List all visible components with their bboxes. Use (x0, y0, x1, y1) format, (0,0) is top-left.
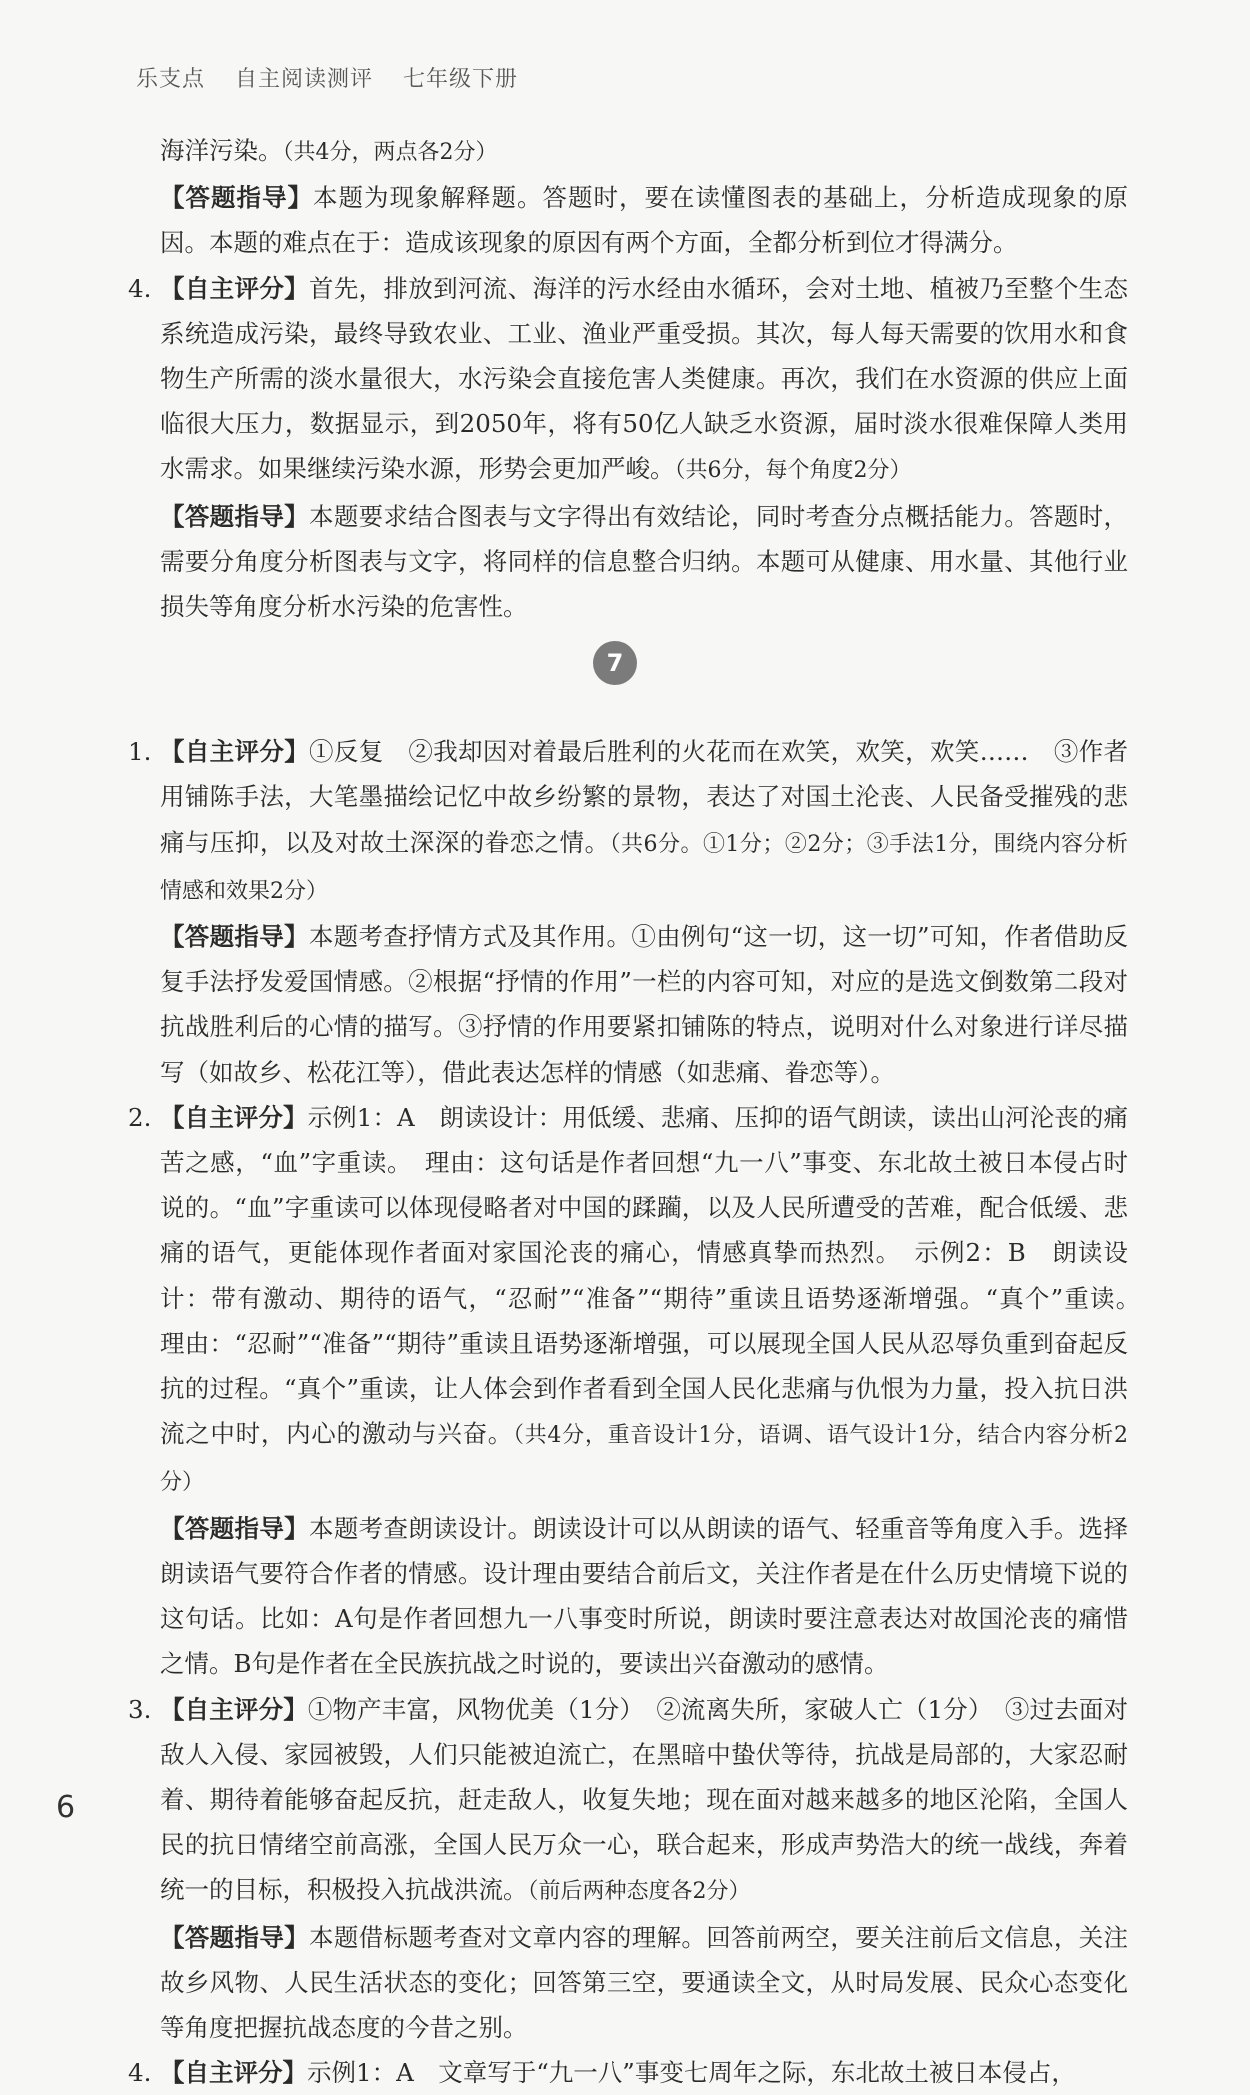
q3-guide (120, 175, 1128, 265)
s7-q1-score: （共6分。①1分；②2分；③手法1分，围绕内容分析情感和效果2分） (160, 831, 1128, 904)
section-number-badge: 7 (593, 641, 637, 685)
s7-q4-tag: 【自主评分】 (160, 2058, 307, 2088)
s7-question-4 (120, 2050, 1128, 2095)
q3-guide-text: 本题为现象解释题。答题时，要在读懂图表的基础上，分析造成现象的原因。本题的难点在于：造成该现象的原因有两个方面，全都分析到位才得满分。 (160, 183, 1128, 258)
page-number: 6 (56, 1790, 76, 1825)
s7-q2-answer: 示例1：A 朗读设计：用低缓、悲痛、压抑的语气朗读，读出山河沦丧的痛苦之感，“血”字重读。 理由：这句话是作者回想“九一八”事变、东北故土被日本侵占时说的。“血”字重读可以体现侵略者对中国的蹂躏，以及人民所遭受的苦难，配合低缓、悲痛的语气，更能体现作者面对家国沦丧的痛心，情感真挚而热烈。 示例2：B 朗读设计：带有激动、期待的语气，“忍耐”“准备”“期待”重读且语势逐渐增强。“真个”重读。 理由：“忍耐”“准备”“期待”重读且语势逐渐增强，可以展现全国人民从忍辱负重到奋起反抗的过程。“真个”重读，让人体会到作者看到全国人民化悲痛与仇恨为力量，投入抗日洪流之中时，内心的激动与兴奋。 (160, 1102, 1153, 1449)
s7-q3-number: 3. (128, 1694, 152, 1724)
s6-q4-guide-text: 本题要求结合图表与文字得出有效结论，同时考查分点概括能力。答题时，需要分角度分析图表与文字，将同样的信息整合归纳。本题可从健康、用水量、其他行业损失等角度分析水污染的危害性。 (160, 501, 1129, 622)
header-series: 自主阅读测评 (235, 67, 374, 92)
s6-q4-guide (120, 494, 1128, 630)
s7-q2-score: （共4分，重音设计1分，语调、语气设计1分，结合内容分析2分） (160, 1423, 1128, 1496)
q3-cont-answer: 海洋污染。 (160, 136, 283, 165)
answer-content (120, 128, 1153, 2095)
s7-q3-guide-text: 本题借标题考查对文章内容的理解。回答前两空，要关注前后文信息，关注故乡风物、人民生活状态的变化；回答第三空，要通读全文，从时局发展、民众心态变化等角度把握抗战态度的今昔之别。 (160, 1922, 1129, 2042)
s7-q1-number: 1. (128, 737, 152, 767)
s7-q4-answer: 示例1：A 文章写于“九一八”事变七周年之际，东北故土被日本侵占， (307, 2058, 1076, 2088)
s7-q3-guide (120, 1915, 1128, 2051)
s6-q4-guide-tag: 【答题指导】 (160, 501, 309, 531)
s7-q1-answer: ①反复 ②我却因对着最后胜利的火花而在欢笑，欢笑，欢笑…… ③作者用铺陈手法，大笔墨描绘记忆中故乡纷繁的景物，表达了对国土沦丧、人民备受摧残的悲痛与压抑，以及对故土深深的眷恋之情。 (160, 737, 1129, 857)
s7-question-1 (120, 729, 1128, 914)
s6-q4-score: （共6分，每个角度2分） (674, 458, 912, 484)
s7-q2-number: 2. (128, 1102, 152, 1132)
s7-q2-guide (120, 1506, 1128, 1687)
s7-q2-tag: 【自主评分】 (160, 1102, 308, 1132)
s7-q1-tag: 【自主评分】 (160, 737, 310, 767)
s7-question-3 (120, 1687, 1128, 1915)
s6-q4-answer: 首先，排放到河流、海洋的污水经由水循环，会对土地、植被乃至整个生态系统造成污染，最终导致农业、工业、渔业严重受损。其次，每人每天需要的饮用水和食物生产所需的淡水量很大，水污染会直接危害人类健康。再次，我们在水资源的供应上面临很大压力，数据显示，到2050年，将有50亿人缺乏水资源，届时淡水很难保障人类用水需求。如果继续污染水源，形势会更加严峻。 (160, 273, 1129, 484)
section-badge-wrap (120, 629, 1128, 729)
s6-q4-number: 4. (128, 273, 152, 303)
s7-q3-score: （前后两种态度各2分） (527, 1879, 751, 1905)
header-grade: 七年级下册 (403, 67, 519, 92)
s7-q1-guide-text: 本题考查抒情方式及其作用。①由例句“这一切，这一切”可知，作者借助反复手法抒发爱国情感。②根据“抒情的作用”一栏的内容可知，对应的是选文倒数第二段对抗战胜利后的心情的描写。③抒情的作用要紧扣铺陈的特点，说明对什么对象进行详尽描写（如故乡、松花江等），借此表达怎样的情感（如悲痛、眷恋等）。 (160, 922, 1129, 1087)
s6-q4-tag: 【自主评分】 (160, 273, 309, 303)
q3-cont-score: （共4分，两点各2分） (282, 140, 498, 165)
s7-q3-answer: ①物产丰富，风物优美（1分） ②流离失所，家破人亡（1分） ③过去面对敌人入侵、家园被毁，人们只能被迫流亡，在黑暗中蛰伏等待，抗战是局部的，大家忍耐着、期待着能够奋起反抗，赶走敌人，收复失地；现在面对越来越多的地区沦陷，全国人民的抗日情绪空前高涨，全国人民万众一心，联合起来，形成声势浩大的统一战线，奔着统一的目标，积极投入抗战洪流。 (160, 1694, 1129, 1905)
s7-q1-guide-tag: 【答题指导】 (160, 922, 309, 952)
header-brand: 乐支点 (136, 67, 206, 92)
s7-q3-guide-tag: 【答题指导】 (160, 1922, 309, 1952)
q3-continuation (120, 128, 1128, 175)
s7-q2-guide-text: 本题考查朗读设计。朗读设计可以从朗读的语气、轻重音等角度入手。选择朗读语气要符合作者的情感。设计理由要结合前后文，关注作者是在什么历史情境下说的这句话。比如：A句是作者回想九一八事变时所说，朗读时要注意表达对故国沦丧的痛惜之情。B句是作者在全民族抗战之时说的，要读出兴奋激动的感情。 (160, 1513, 1129, 1679)
s7-q3-tag: 【自主评分】 (160, 1694, 308, 1724)
running-header (136, 62, 540, 93)
s6-question-4 (120, 266, 1128, 494)
s7-q1-guide (120, 914, 1128, 1095)
s7-question-2 (120, 1095, 1153, 1506)
s7-q2-guide-tag: 【答题指导】 (160, 1513, 309, 1543)
s7-q4-number: 4. (128, 2058, 152, 2088)
q3-guide-tag: 【答题指导】 (160, 183, 313, 213)
